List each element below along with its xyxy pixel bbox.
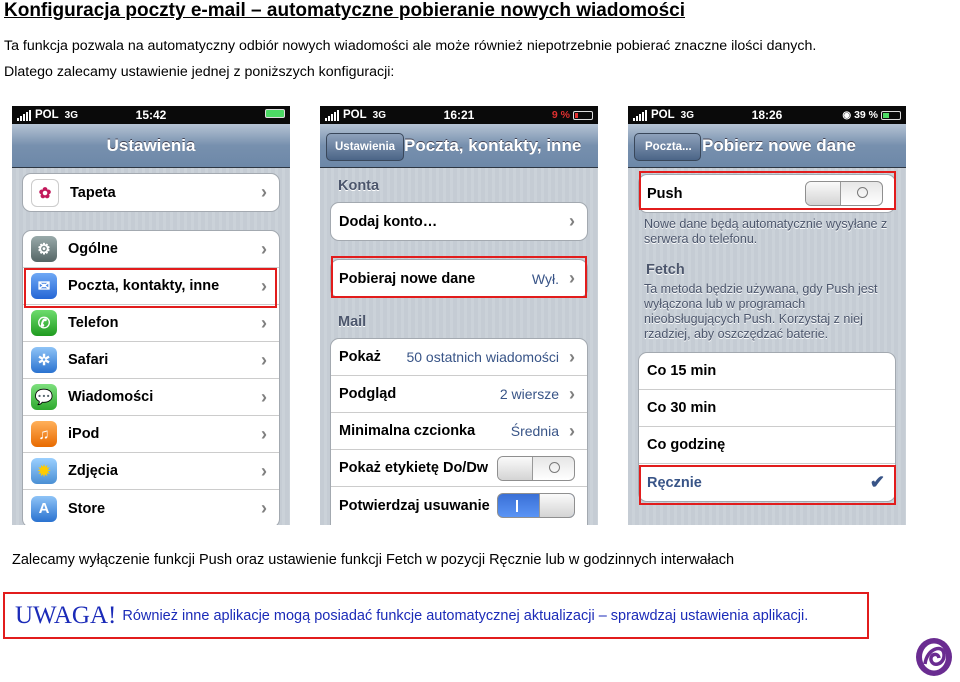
nav-bar xyxy=(320,124,598,168)
mail-group xyxy=(330,338,588,525)
settings-item-photos[interactable] xyxy=(23,453,279,490)
chevron-right-icon: › xyxy=(261,386,267,407)
confirm-delete-toggle[interactable] xyxy=(497,493,575,518)
checkmark-icon: ✔ xyxy=(869,472,885,492)
fetch-option[interactable] xyxy=(639,427,895,464)
carrier-name: POL xyxy=(343,109,367,121)
settings-item-label: Tapeta xyxy=(70,184,116,201)
network-type: 3G xyxy=(680,109,694,121)
min-font-label: Minimalna czcionka xyxy=(339,423,476,439)
sunflower-icon: ✹ xyxy=(31,458,57,484)
back-button[interactable]: Ustawienia xyxy=(326,133,404,161)
settings-item-phone[interactable] xyxy=(23,305,279,342)
settings-item-wallpaper[interactable] xyxy=(23,174,279,211)
confirm-delete-item xyxy=(331,487,587,524)
chevron-right-icon: › xyxy=(261,275,267,296)
nav-bar xyxy=(628,124,906,168)
chevron-right-icon: › xyxy=(261,349,267,370)
add-account-button[interactable] xyxy=(331,203,587,240)
show-tocc-toggle[interactable] xyxy=(497,456,575,481)
settings-item-messages[interactable] xyxy=(23,379,279,416)
section-title-mail: Mail xyxy=(338,314,367,330)
accounts-group xyxy=(330,202,588,241)
ipod-icon: ♫ xyxy=(31,421,57,447)
network-type: 3G xyxy=(64,109,78,121)
show-messages-item[interactable] xyxy=(331,339,587,376)
settings-item-general[interactable] xyxy=(23,231,279,268)
preview-label: Podgląd xyxy=(339,386,397,402)
settings-item-label: Safari xyxy=(68,352,109,368)
screenshot-mail-settings xyxy=(320,106,598,525)
settings-item-label: Telefon xyxy=(68,315,119,331)
chevron-right-icon: › xyxy=(261,460,267,481)
settings-item-ipod[interactable] xyxy=(23,416,279,453)
screenshot-settings xyxy=(12,106,290,525)
add-account-label: Dodaj konto… xyxy=(339,213,438,230)
highlight-box xyxy=(639,465,896,505)
min-font-value: Średnia xyxy=(510,423,559,439)
screenshot-fetch-settings xyxy=(628,106,906,525)
message-icon: 💬 xyxy=(31,384,57,410)
status-time: 18:26 xyxy=(751,108,783,122)
min-font-item[interactable] xyxy=(331,413,587,450)
settings-item-label: Wiadomości xyxy=(68,389,154,405)
compass-icon: ✲ xyxy=(31,347,57,373)
chevron-right-icon: › xyxy=(261,182,267,202)
document-title: Konfiguracja poczty e-mail – automatyczne pobieranie nowych wiadomości xyxy=(4,0,685,21)
warning-label: UWAGA! xyxy=(15,601,117,629)
flower-icon: ✿ xyxy=(31,179,59,207)
battery-icon xyxy=(265,109,285,118)
settings-item-label: Ogólne xyxy=(68,241,118,257)
fetch-option[interactable] xyxy=(639,390,895,427)
carrier-name: POL xyxy=(35,109,59,121)
settings-item-label: Zdjęcia xyxy=(68,463,118,479)
fetch-value: Wył. xyxy=(531,270,559,287)
chevron-right-icon: › xyxy=(261,238,267,259)
fetch-note: Ta metoda będzie używana, gdy Push jest wyłączona lub w programach nieobsługujących Push. Korzystaj z niej rzadziej, aby oszczędzać baterie. xyxy=(644,282,878,341)
carrier-name: POL xyxy=(651,109,675,121)
section-title-accounts: Konta xyxy=(338,178,380,194)
lock-rotation-icon: ◉ xyxy=(842,109,852,121)
store-icon: A xyxy=(31,496,57,522)
show-tocc-label: Pokaż etykietę Do/Dw xyxy=(339,460,489,476)
show-tocc-item xyxy=(331,450,587,487)
section-title-fetch: Fetch xyxy=(646,262,685,278)
option-label: Co godzinę xyxy=(647,437,726,453)
warning-text: Również inne aplikacje mogą posiadać funkcje automatycznej aktualizacji – sprawdzaj ustawienia aplikacji. xyxy=(122,607,809,624)
settings-item-store[interactable] xyxy=(23,490,279,525)
battery-icon xyxy=(881,111,901,120)
preview-item[interactable] xyxy=(331,376,587,413)
network-type: 3G xyxy=(372,109,386,121)
chevron-right-icon: › xyxy=(569,346,575,367)
fetch-label: Pobieraj nowe dane xyxy=(339,270,476,287)
status-bar xyxy=(12,106,290,124)
phone-icon: ✆ xyxy=(31,310,57,336)
highlight-box xyxy=(24,268,277,308)
settings-item-label: Store xyxy=(68,500,106,517)
chevron-right-icon: › xyxy=(569,420,575,441)
battery-icon xyxy=(573,111,593,120)
intro-text-line1: Ta funkcja pozwala na automatyczny odbiór nowych wiadomości ale może również niepotrzebnie pobierać znaczne ilości danych. xyxy=(4,38,817,54)
status-time: 16:21 xyxy=(443,108,475,122)
option-label: Ręcznie xyxy=(647,474,702,491)
status-bar xyxy=(628,106,906,124)
settings-group-wallpaper xyxy=(22,173,280,212)
highlight-box xyxy=(331,256,587,298)
push-note: Nowe dane będą automatycznie wysyłane z serwera do telefonu. xyxy=(644,217,888,246)
chevron-right-icon: › xyxy=(261,423,267,444)
chevron-right-icon: › xyxy=(569,211,575,231)
nav-title: Poczta, kontakty, inne xyxy=(404,135,582,155)
recommendation-caption: Zalecamy wyłączenie funkcji Push oraz ustawienie funkcji Fetch w pozycji Ręcznie lub w godzinnych interwałach xyxy=(12,552,735,568)
highlight-box xyxy=(639,171,896,210)
battery-percent: 9 % xyxy=(551,109,570,121)
settings-item-safari[interactable] xyxy=(23,342,279,379)
back-button[interactable]: Poczta... xyxy=(634,133,701,161)
preview-value: 2 wiersze xyxy=(499,386,559,402)
brand-logo-icon xyxy=(913,634,955,678)
fetch-option[interactable] xyxy=(639,353,895,390)
nav-bar xyxy=(12,124,290,168)
confirm-delete-label: Potwierdzaj usuwanie xyxy=(339,497,490,514)
status-time: 15:42 xyxy=(135,108,167,122)
warning-box xyxy=(3,592,869,639)
chevron-right-icon: › xyxy=(569,383,575,404)
option-label: Co 30 min xyxy=(647,400,717,416)
intro-text-line2: Dlatego zalecamy ustawienie jednej z poniższych konfiguracji: xyxy=(4,64,395,80)
chevron-right-icon: › xyxy=(569,268,575,288)
option-label: Co 15 min xyxy=(647,363,717,379)
push-label: Push xyxy=(647,185,683,202)
show-label: Pokaż xyxy=(339,349,381,365)
nav-title: Ustawienia xyxy=(106,135,196,155)
gear-icon: ⚙ xyxy=(31,236,57,262)
nav-title: Pobierz nowe dane xyxy=(702,135,856,155)
settings-item-label: Poczta, kontakty, inne xyxy=(68,278,220,294)
battery-percent: 39 % xyxy=(854,109,878,121)
status-bar xyxy=(320,106,598,124)
chevron-right-icon: › xyxy=(261,498,267,518)
chevron-right-icon: › xyxy=(261,312,267,333)
mail-icon: ✉ xyxy=(31,273,57,299)
settings-item-label: iPod xyxy=(68,426,100,442)
show-value: 50 ostatnich wiadomości xyxy=(406,349,559,365)
